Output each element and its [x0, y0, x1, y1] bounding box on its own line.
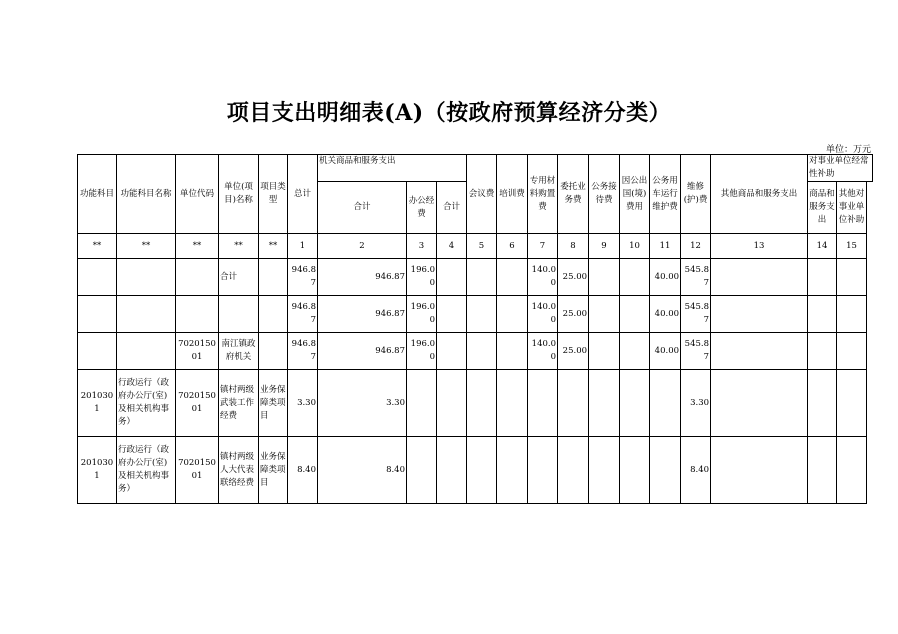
cell-other-goods: 545.87 [681, 259, 711, 296]
header-func-code: 功能科目 [78, 155, 117, 234]
cell-materials [497, 370, 528, 437]
header-materials: 专用材料购置费 [528, 155, 558, 234]
cell-reception: 25.00 [558, 259, 589, 296]
cell-subsidy-goods [808, 437, 837, 504]
cell-meeting [437, 437, 467, 504]
header-other-goods: 其他商品和服务支出 [711, 155, 808, 234]
cell-func-name [117, 333, 176, 370]
index-cell: 10 [620, 234, 650, 259]
index-cell: 12 [681, 234, 711, 259]
cell-subsidy-other [837, 333, 867, 370]
cell-maintenance [650, 370, 681, 437]
index-cell: ** [117, 234, 176, 259]
table-row [78, 370, 873, 437]
cell-vehicle [620, 296, 650, 333]
cell-meeting [437, 370, 467, 437]
cell-abroad [589, 259, 620, 296]
cell-subsidy-total [711, 296, 808, 333]
cell-func-code: 2010301 [78, 370, 117, 437]
cell-training [467, 259, 497, 296]
cell-func-name: 行政运行（政府办公厅(室)及相关机构事务） [117, 370, 176, 437]
header-total: 总计 [288, 155, 318, 234]
header-maintenance: 维修(护)费 [681, 155, 711, 234]
cell-func-code [78, 333, 117, 370]
index-cell: 4 [437, 234, 467, 259]
cell-entrust: 140.00 [528, 333, 558, 370]
cell-subsidy-total [711, 370, 808, 437]
index-cell: 9 [589, 234, 620, 259]
cell-unit-name: 合计 [219, 259, 259, 296]
cell-subsidy-other [837, 437, 867, 504]
cell-meeting [437, 333, 467, 370]
cell-maintenance: 40.00 [650, 296, 681, 333]
index-row [78, 234, 873, 259]
cell-total: 946.87 [288, 296, 318, 333]
cell-training [467, 333, 497, 370]
index-cell: ** [259, 234, 288, 259]
cell-materials [497, 259, 528, 296]
index-cell: 3 [407, 234, 437, 259]
cell-unit-code: 702015001 [176, 333, 219, 370]
index-cell: 5 [467, 234, 497, 259]
table-row [78, 259, 873, 296]
cell-training [467, 370, 497, 437]
header-reception: 公务接待费 [589, 155, 620, 234]
cell-other-goods: 3.30 [681, 370, 711, 437]
cell-subtotal: 946.87 [318, 259, 407, 296]
cell-entrust: 140.00 [528, 296, 558, 333]
cell-office: 196.00 [407, 333, 437, 370]
cell-maintenance [650, 437, 681, 504]
header-unit-project-name: 单位(项目)名称 [219, 155, 259, 234]
cell-entrust [528, 370, 558, 437]
cell-materials [497, 296, 528, 333]
index-cell: 6 [497, 234, 528, 259]
header-subtotal: 合计 [318, 182, 407, 234]
index-cell: 8 [558, 234, 589, 259]
cell-total: 946.87 [288, 259, 318, 296]
cell-subsidy-total [711, 333, 808, 370]
index-cell: 2 [318, 234, 407, 259]
cell-maintenance: 40.00 [650, 259, 681, 296]
cell-subsidy-goods [808, 333, 837, 370]
cell-subsidy-goods [808, 296, 837, 333]
cell-unit-name [219, 296, 259, 333]
cell-other-goods: 8.40 [681, 437, 711, 504]
cell-subtotal: 946.87 [318, 333, 407, 370]
header-project-type: 项目类型 [259, 155, 288, 234]
cell-training [467, 296, 497, 333]
cell-subsidy-total [711, 437, 808, 504]
cell-office [407, 437, 437, 504]
header-group-goods-services: 机关商品和服务支出 [318, 155, 437, 182]
header-func-name: 功能科目名称 [117, 155, 176, 234]
table-row [78, 296, 873, 333]
cell-subsidy-total [711, 259, 808, 296]
index-cell: 11 [650, 234, 681, 259]
cell-other-goods: 545.87 [681, 333, 711, 370]
header-office: 办公经费 [407, 182, 437, 234]
header-row-1 [78, 155, 873, 182]
cell-subtotal: 8.40 [318, 437, 407, 504]
cell-unit-name: 镇村两级武装工作经费 [219, 370, 259, 437]
cell-abroad [589, 437, 620, 504]
cell-office [407, 370, 437, 437]
index-cell: 7 [528, 234, 558, 259]
cell-other-goods: 545.87 [681, 296, 711, 333]
cell-abroad [589, 296, 620, 333]
cell-unit-code: 702015001 [176, 437, 219, 504]
cell-total: 946.87 [288, 333, 318, 370]
header-group-goods-services-spacer [437, 155, 467, 182]
cell-entrust [528, 437, 558, 504]
unit-label: 单位：万元 [825, 145, 871, 155]
cell-subtotal: 946.87 [318, 296, 407, 333]
cell-func-code: 2010301 [78, 437, 117, 504]
cell-office: 196.00 [407, 259, 437, 296]
header-abroad: 因公出国(境)费用 [620, 155, 650, 234]
cell-reception: 25.00 [558, 333, 589, 370]
index-cell: 14 [808, 234, 837, 259]
table-row [78, 437, 873, 504]
cell-office: 196.00 [407, 296, 437, 333]
project-expenditure-table [77, 154, 873, 504]
header-subsidy-other: 其他对事业单位补助 [837, 182, 867, 234]
cell-reception: 25.00 [558, 296, 589, 333]
cell-abroad [589, 370, 620, 437]
header-training: 培训费 [497, 155, 528, 234]
cell-unit-code [176, 259, 219, 296]
index-cell: 13 [711, 234, 808, 259]
index-cell: 15 [837, 234, 867, 259]
cell-unit-name: 镇村两级人大代表联络经费 [219, 437, 259, 504]
cell-abroad [589, 333, 620, 370]
index-cell: ** [176, 234, 219, 259]
cell-func-name [117, 296, 176, 333]
cell-meeting [437, 296, 467, 333]
cell-subsidy-goods [808, 259, 837, 296]
index-cell: ** [219, 234, 259, 259]
cell-maintenance: 40.00 [650, 333, 681, 370]
cell-reception [558, 437, 589, 504]
cell-func-name: 行政运行（政府办公厅(室)及相关机构事务） [117, 437, 176, 504]
cell-func-code [78, 259, 117, 296]
cell-vehicle [620, 259, 650, 296]
cell-materials [497, 333, 528, 370]
header-meeting: 会议费 [467, 155, 497, 234]
header-unit-code: 单位代码 [176, 155, 219, 234]
header-subsidy-goods: 商品和服务支出 [808, 182, 837, 234]
cell-vehicle [620, 370, 650, 437]
table-row [78, 333, 873, 370]
cell-meeting [437, 259, 467, 296]
header-vehicle: 公务用车运行维护费 [650, 155, 681, 234]
cell-unit-name: 南江镇政府机关 [219, 333, 259, 370]
cell-subsidy-other [837, 259, 867, 296]
header-group-subsidy: 对事业单位经常性补助 [808, 155, 873, 182]
cell-vehicle [620, 333, 650, 370]
cell-subsidy-other [837, 370, 867, 437]
cell-entrust: 140.00 [528, 259, 558, 296]
cell-reception [558, 370, 589, 437]
cell-project-type [259, 296, 288, 333]
cell-total: 3.30 [288, 370, 318, 437]
cell-unit-code: 702015001 [176, 370, 219, 437]
index-cell: 1 [288, 234, 318, 259]
cell-func-name [117, 259, 176, 296]
header-entrust: 委托业务费 [558, 155, 589, 234]
cell-subtotal: 3.30 [318, 370, 407, 437]
index-cell: ** [78, 234, 117, 259]
cell-project-type [259, 333, 288, 370]
cell-total: 8.40 [288, 437, 318, 504]
cell-unit-code [176, 296, 219, 333]
page-title: 项目支出明细表(A)（按政府预算经济分类） [226, 100, 672, 126]
cell-training [467, 437, 497, 504]
cell-func-code [78, 296, 117, 333]
cell-project-type: 业务保障类项目 [259, 437, 288, 504]
header-subsidy-total: 合计 [437, 182, 467, 234]
cell-project-type [259, 259, 288, 296]
cell-materials [497, 437, 528, 504]
cell-subsidy-goods [808, 370, 837, 437]
cell-subsidy-other [837, 296, 867, 333]
cell-vehicle [620, 437, 650, 504]
cell-project-type: 业务保障类项目 [259, 370, 288, 437]
